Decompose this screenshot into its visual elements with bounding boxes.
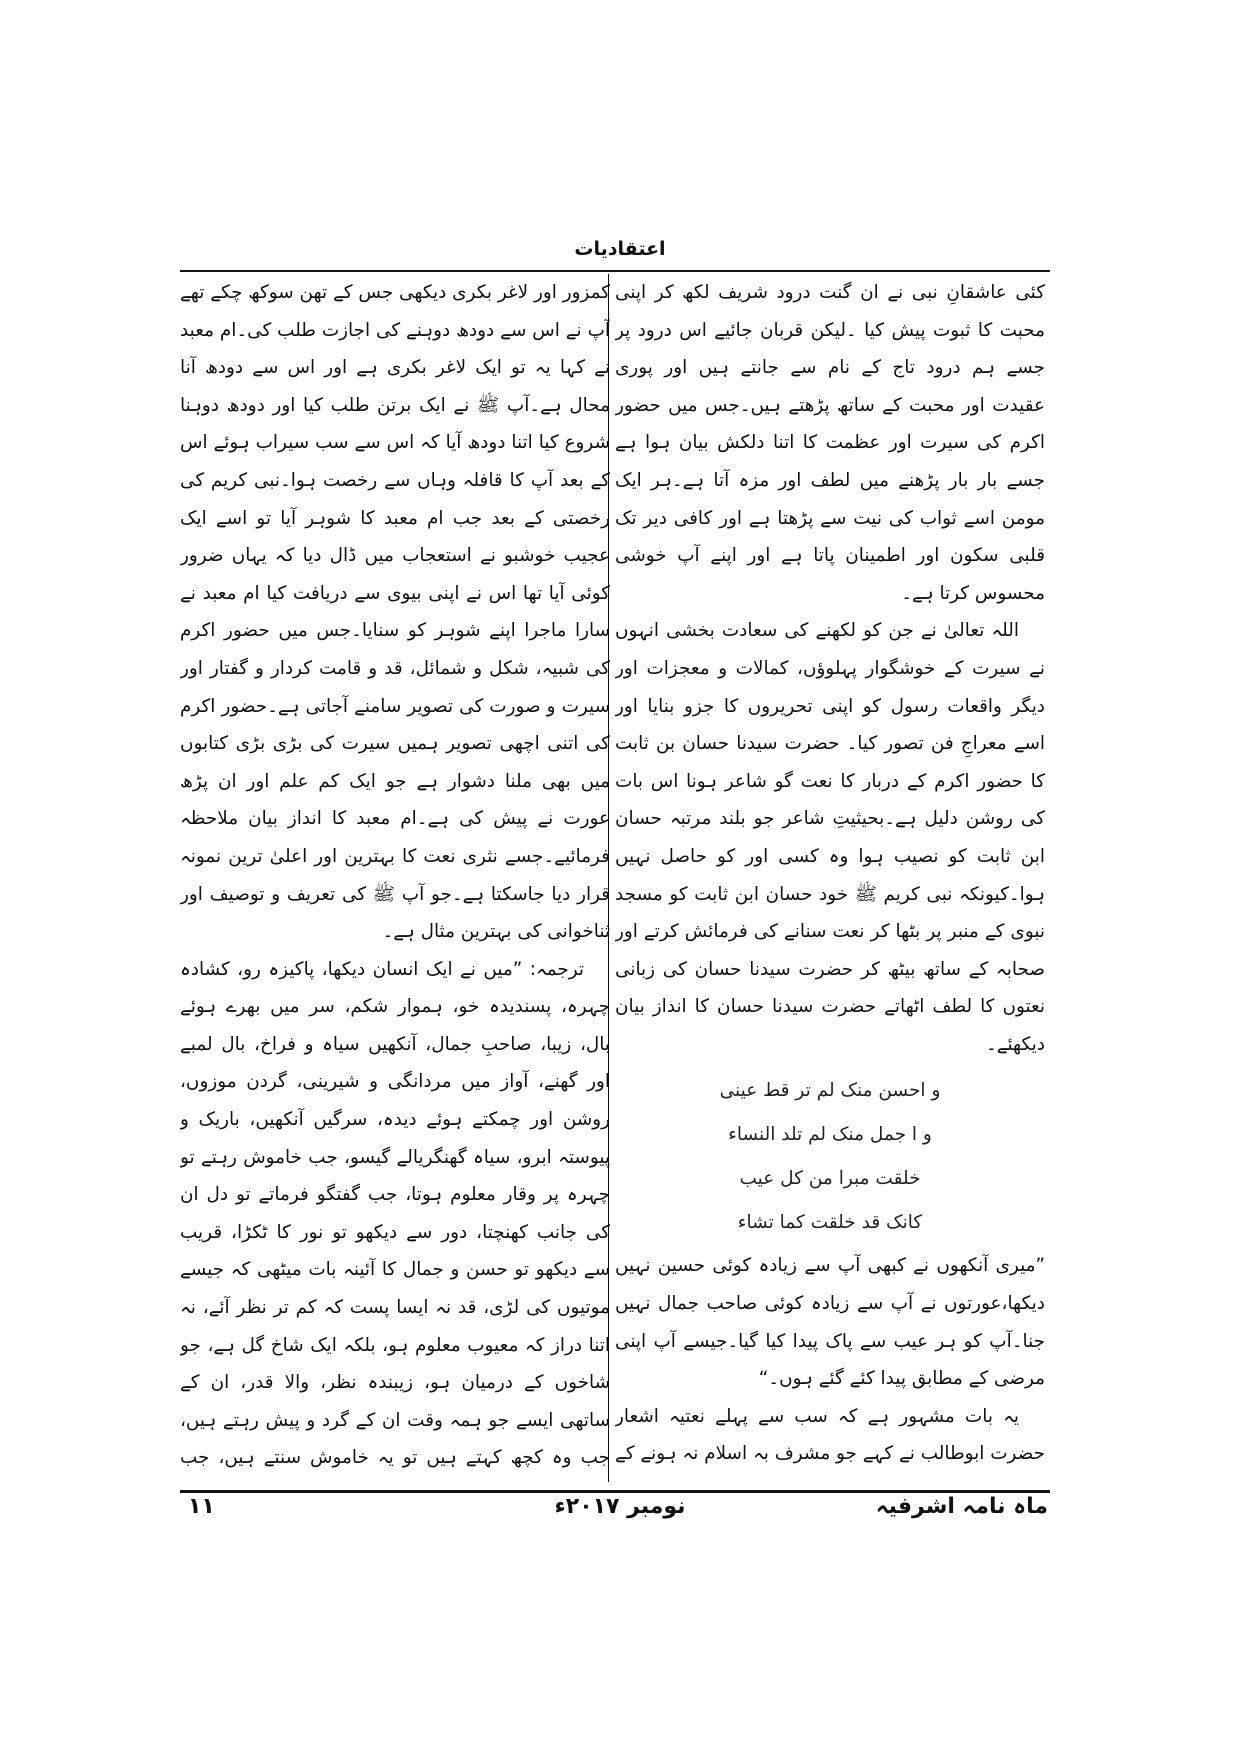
paragraph: کمزور اور لاغر بکری دیکھی جس کے تھن سوکھ چکے تھے آپ نے اس سے دودھ دوہنے کی اجازت طلب کی۔ام معبد نے کہا یہ تو ایک لاغر بکری ہے اور اس سے دودھ آنا محال ہے۔آپ ﷺ نے ایک برتن طلب کیا اور دودھ دوہنا شروع کیا اتنا دودھ آیا کہ اس سے سب سیراب ہوئے اس کے بعد آپ کا قافلہ وہاں سے رخصت ہوا۔نبی کریم کی رخصتی کے بعد جب ام معبد کا شوہر آیا تو اسے ایک عجیب خوشبو نے استعجاب میں ڈال دیا کہ یہاں ضرور کوئی آیا تھا اس نے اپنی بیوی سے دریافت کیا ام معبد نے سارا ماجرا اپنے شوہر کو سنایا۔جس میں حضور اکرم کی شبیہ، شکل و شمائل، قد و قامت کردار و گفتار اور سیرت و صورت کی تصویر سامنے آجاتی ہے۔حضور اکرم کی اتنی اچھی تصویر ہمیں سیرت کی بڑی بڑی کتابوں میں بھی ملنا دشوار ہے جو ایک کم علم اور ان پڑھ عورت نے پیش کی ہے۔ام معبد کا انداز بیان ملاحظہ فرمائیے۔جسے نثری نعت کا بہترین اور اعلیٰ ترین نمونہ قرار دیا جاسکتا ہے۔جو آپ ﷺ کی تعریف و توصیف اور ثناخوانی کی بہترین مثال ہے۔ — [180, 282, 610, 943]
footer-rule — [180, 1490, 1050, 1493]
verse-line: و ا جمل منک لم تلد النساء — [728, 1124, 932, 1146]
header-rule — [180, 270, 1050, 272]
left-column — [180, 274, 610, 1482]
paragraph: ترجمہ: ”میں نے ایک انسان دیکھا، پاکیزہ رو، کشادہ چہرہ، پسندیدہ خو، ہموار شکم، سر میں بھرے ہوئے بال، زیبا، صاحبِ جمال، آنکھیں سیاہ و فراخ، بال لمبے اور گھنے، آواز میں مردانگی و شیرینی، گردن موزوں، روشن اور چمکتے ہوئے دیدہ، سرگیں آنکھیں، باریک و پیوستہ ابرو، سیاہ گھنگریالے گیسو، جب خاموش رہتے تو چہرہ پر وقار معلوم ہوتا، جب گفتگو فرماتے تو دل ان کی جانب کھنچتا، دور سے دیکھو تو نور کا ٹکڑا، قریب سے دیکھو تو حسن و جمال کا آئینہ بات میٹھی کہ جیسے موتیوں کی لڑی، قد نہ ایسا پست کہ کم تر نظر آئے، نہ اتنا دراز کہ معیوب معلوم ہو، بلکہ ایک شاخ گل ہے، جو شاخوں کے درمیان ہو، زیبندہ نظر، والا قدر، ان کے ساتھی ایسے جو ہمہ وقت ان کے گرد و پیش رہتے ہیں، جب وہ کچھ کہتے ہیں تو یہ خاموش سنتے ہیں، جب — [180, 958, 610, 1469]
issue-date: نومبر ۲۰۱۷ء — [554, 1494, 686, 1519]
arabic-verses — [615, 1069, 1045, 1245]
page-title: اعتقادیات — [574, 238, 666, 260]
right-column — [615, 274, 1045, 1482]
page-number: ۱۱ — [188, 1494, 215, 1519]
paragraph: کئی عاشقانِ نبی نے ان گنت درود شریف لکھ کر اپنی محبت کا ثبوت پیش کیا ۔لیکن قربان جائیے اس درود پر جسے ہم درود تاج کے نام سے جانتے ہیں اور پوری عقیدت اور محبت کے ساتھ پڑھتے ہیں۔جس میں حضور اکرم کی سیرت اور عظمت کا اتنا دلکش بیان ہوا ہے جسے بار بار پڑھنے میں لطف اور مزہ آتا ہے۔ہر ایک مومن اسے ثواب کی نیت سے پڑھتا ہے اور کافی دیر تک قلبی سکون اور اطمینان پاتا ہے اور اپنے آپ خوشی محسوس کرتا ہے۔ — [615, 282, 1045, 604]
paragraph: اللہ تعالیٰ نے جن کو لکھنے کی سعادت بخشی انہوں نے سیرت کے خوشگوار پہلوؤں، کمالات و معجزات اور دیگر واقعات رسول کو اپنی تحریروں کا جزو بنایا اور اسے معراجِ فن تصور کیا۔ حضرت سیدنا حسان بن ثابت کا حضور اکرم کے دربار کا نعت گو شاعر ہونا اس بات کی روشن دلیل ہے۔بحیثیتِ شاعر جو بلند مرتبہ حسان ابن ثابت کو نصیب ہوا وہ کسی اور کو حاصل نہیں ہوا۔کیونکہ نبی کریم ﷺ خود حسان ابن ثابت کو مسجد نبوی کے منبر پر بٹھا کر نعت سنانے کی فرمائش کرتے اور صحابہ کے ساتھ بیٹھ کر حضرت سیدنا حسان کی زبانی نعتوں کا لطف اٹھاتے حضرت سیدنا حسان کا انداز بیان دیکھئے۔ — [615, 620, 1045, 1055]
paragraph: ”میری آنکھوں نے کبھی آپ سے زیادہ کوئی حسین نہیں دیکھا،عورتوں نے آپ سے زیادہ کوئی صاحب جمال نہیں جنا۔آپ کو ہر عیب سے پاک پیدا کیا گیا۔جیسے آپ اپنی مرضی کے مطابق پیدا کئے گئے ہوں۔“ — [615, 1255, 1045, 1390]
verse-line: خلقت مبرا من کل عیب — [739, 1168, 921, 1190]
verse-line: کانک قد خلقت کما تشاء — [737, 1212, 923, 1234]
paragraph: یہ بات مشہور ہے کہ سب سے پہلے نعتیہ اشعار حضرت ابوطالب نے کہے جو مشرف بہ اسلام نہ ہونے کے — [615, 1405, 1045, 1465]
magazine-name: ماہ نامہ اشرفیہ — [875, 1494, 1048, 1519]
verse-line: و احسن منک لم تر قط عینی — [719, 1080, 941, 1102]
